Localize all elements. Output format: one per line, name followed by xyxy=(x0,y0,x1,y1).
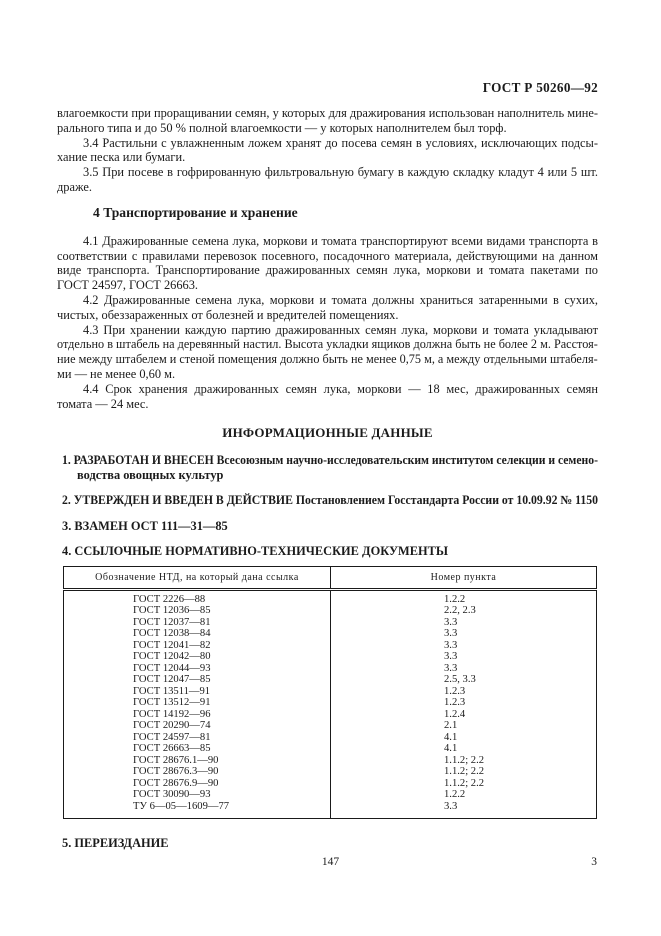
table-row xyxy=(64,766,597,778)
text-line: 3. ВЗАМЕН ОСТ 111—31—85 xyxy=(62,518,228,533)
clause-number: 4.1 xyxy=(331,732,597,744)
clause-number: 3.3 xyxy=(331,801,597,819)
info-item-3 xyxy=(57,519,598,534)
table-row xyxy=(64,674,597,686)
table-row xyxy=(64,778,597,790)
text-line: 5. ПЕРЕИЗДАНИЕ xyxy=(62,836,169,851)
ntd-designation: ГОСТ 12041—82 xyxy=(133,639,211,651)
table-row xyxy=(64,663,597,675)
text-line: 3.5 При посеве в гофрированную фильтровальную бумагу в каждую складку кладут 4 или 5 шт. xyxy=(83,165,598,180)
text-line: ми — не менее 0,60 м. xyxy=(57,366,176,381)
footer-page-number: 3 xyxy=(591,856,597,868)
table-row xyxy=(64,640,597,652)
table-row xyxy=(64,732,597,744)
clause-number: 1.2.2 xyxy=(331,789,597,801)
text-line: 4. ССЫЛОЧНЫЕ НОРМАТИВНО-ТЕХНИЧЕСКИЕ ДОКУМЕНТЫ xyxy=(62,544,449,559)
ntd-designation: ГОСТ 13512—91 xyxy=(133,697,211,709)
clause-number: 3.3 xyxy=(331,640,597,652)
ntd-designation: ГОСТ 12038—84 xyxy=(133,628,211,640)
text-line: чистых, обеззараженных от болезней и вредителей помещениях. xyxy=(57,307,399,322)
clause-number: 2.2, 2.3 xyxy=(331,605,597,617)
ntd-designation: ТУ 6—05—1609—77 xyxy=(133,800,230,812)
footer-folio-number: 147 xyxy=(321,856,340,868)
ntd-designation: ГОСТ 30090—93 xyxy=(133,789,211,801)
text-line: рального типа и до 50 % полной влагоемкости — у которых наполнителем был торф. xyxy=(57,120,507,135)
para-4-4 xyxy=(57,382,598,412)
table-row xyxy=(64,589,597,605)
ntd-designation: ГОСТ 26663—85 xyxy=(133,743,211,755)
clause-number: 1.1.2; 2.2 xyxy=(331,778,597,790)
text-line: 1. РАЗРАБОТАН И ВНЕСЕН Всесоюзным научно-исследовательским институтом селекции и семено- xyxy=(62,453,598,468)
text-line: томата — 24 мес. xyxy=(57,396,149,411)
table-row xyxy=(64,789,597,801)
para-4-1 xyxy=(57,234,598,293)
text-line: драже. xyxy=(57,179,92,194)
text-line: 4.4 Срок хранения дражированных семян лука, моркови — 18 мес, дражированных семян xyxy=(83,381,598,396)
table-row xyxy=(64,628,597,640)
column-header-designation: Обозначение НТД, на который дана ссылка xyxy=(64,566,331,589)
table-row xyxy=(64,709,597,721)
para-continued xyxy=(57,106,598,136)
ntd-designation: ГОСТ 2226—88 xyxy=(133,593,206,605)
clause-number: 2.5, 3.3 xyxy=(331,674,597,686)
clause-number: 1.2.2 xyxy=(331,589,597,605)
clause-number: 4.1 xyxy=(331,743,597,755)
clause-number: 1.2.4 xyxy=(331,709,597,721)
ntd-designation: ГОСТ 28676.9—90 xyxy=(133,777,219,789)
text-line: отдельно в штабель на деревянный настил. Высота укладки ящиков должна быть не более 2 м. Расстоя- xyxy=(57,337,598,352)
para-3-5 xyxy=(57,165,598,195)
table-row xyxy=(64,651,597,663)
table-body xyxy=(64,589,597,819)
clause-number: 1.1.2; 2.2 xyxy=(331,766,597,778)
column-header-clause: Номер пункта xyxy=(331,566,597,589)
table-row xyxy=(64,801,597,819)
ntd-designation: ГОСТ 12047—85 xyxy=(133,674,211,686)
table-row xyxy=(64,720,597,732)
clause-number: 1.2.3 xyxy=(331,697,597,709)
ntd-designation: ГОСТ 28676.3—90 xyxy=(133,766,219,778)
doc-code: ГОСТ Р 50260—92 xyxy=(482,80,598,95)
ntd-designation: ГОСТ 12042—80 xyxy=(133,651,211,663)
text-line: водства овощных культур xyxy=(77,467,224,482)
table-row xyxy=(64,605,597,617)
text-line: 4.1 Дражированные семена лука, моркови и томата транспортируют всеми видами транспорта в xyxy=(83,233,598,248)
ntd-designation: ГОСТ 12044—93 xyxy=(133,662,211,674)
page-body xyxy=(57,106,598,851)
clause-number: 2.1 xyxy=(331,720,597,732)
ntd-designation: ГОСТ 13511—91 xyxy=(133,685,211,697)
para-3-4 xyxy=(57,136,598,166)
text-line: ГОСТ 24597, ГОСТ 26663. xyxy=(57,278,199,293)
table-header-row xyxy=(64,566,597,589)
info-item-1 xyxy=(57,453,598,482)
info-item-4 xyxy=(57,544,598,559)
text-line: виде транспорта. Транспортирование дражированных семян лука, моркови и томата пакетами по xyxy=(57,263,598,278)
table-row xyxy=(64,755,597,767)
text-line: 4.3 При хранении каждую партию дражированных семян лука, моркови и томата укладывают xyxy=(83,322,598,337)
text-line: 3.4 Растильни с увлажненным ложем хранят до посева семян в условиях, исключающих подсы- xyxy=(83,135,598,150)
clause-number: 3.3 xyxy=(331,617,597,629)
reference-documents-table xyxy=(63,566,597,820)
clause-number: 3.3 xyxy=(331,651,597,663)
para-4-3 xyxy=(57,323,598,382)
ntd-designation: ГОСТ 12037—81 xyxy=(133,616,211,628)
clause-number: 1.1.2; 2.2 xyxy=(331,755,597,767)
text-line: влагоемкости при проращивании семян, у которых для дражирования использован наполнитель мине- xyxy=(57,106,598,120)
ntd-designation: ГОСТ 24597—81 xyxy=(133,731,211,743)
para-4-2 xyxy=(57,293,598,323)
clause-number: 1.2.3 xyxy=(331,686,597,698)
table-row xyxy=(64,743,597,755)
info-item-5 xyxy=(57,836,598,851)
clause-number: 3.3 xyxy=(331,628,597,640)
text-line: 4.2 Дражированные семена лука, моркови и томата должны храниться затаренными в сухих, xyxy=(83,292,598,307)
text-line: ние между штабелем и стеной помещения должно быть не менее 0,75 м, а между отдельными штабеля- xyxy=(57,352,598,367)
table-row xyxy=(64,686,597,698)
table-row xyxy=(64,617,597,629)
ntd-designation: ГОСТ 20290—74 xyxy=(133,720,211,732)
ntd-designation: ГОСТ 28676.1—90 xyxy=(133,754,219,766)
ntd-designation: ГОСТ 14192—96 xyxy=(133,708,211,720)
text-line: 2. УТВЕРЖДЕН И ВВЕДЕН В ДЕЙСТВИЕ Постановлением Госстандарта России от 10.09.92 № 1150 xyxy=(62,493,599,508)
table-row xyxy=(64,697,597,709)
ntd-designation: ГОСТ 12036—85 xyxy=(133,605,211,617)
info-item-2 xyxy=(57,493,598,508)
clause-number: 3.3 xyxy=(331,663,597,675)
section-4-heading: 4 Транспортирование и хранение xyxy=(93,204,298,220)
info-data-heading: ИНФОРМАЦИОННЫЕ ДАННЫЕ xyxy=(222,425,433,441)
text-line: соответствии с правилами перевозок посевного, посадочного материала, действующими на данном xyxy=(57,248,598,263)
text-line: хание песка или бумаги. xyxy=(57,150,186,165)
